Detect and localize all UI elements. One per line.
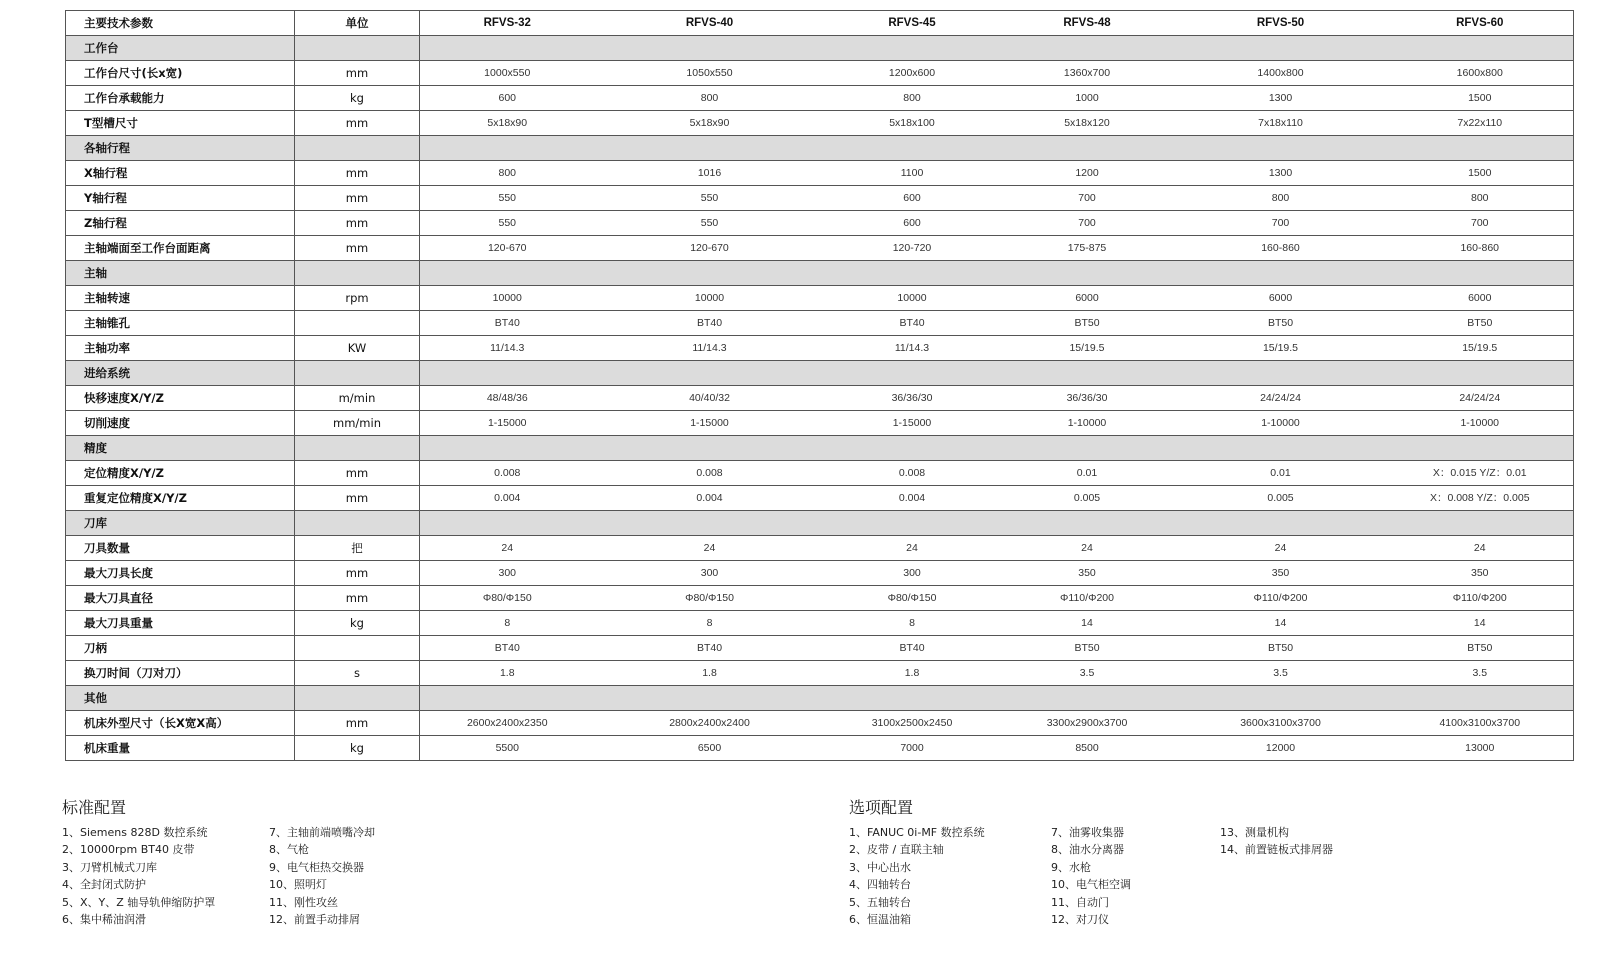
param-value: 700 <box>1387 211 1574 236</box>
param-value: 36/36/30 <box>1000 386 1175 411</box>
param-value: 600 <box>825 211 1000 236</box>
optional-config-list <box>849 824 1051 928</box>
param-value: 3600x3100x3700 <box>1175 711 1387 736</box>
param-name: 换刀时间（刀对刀） <box>66 661 295 686</box>
param-value: 350 <box>1175 561 1387 586</box>
param-value: 0.01 <box>1175 461 1387 486</box>
param-value: 0.005 <box>1000 486 1175 511</box>
param-value: 11/14.3 <box>595 336 825 361</box>
section-row <box>66 36 1574 61</box>
config-item: 10、照明灯 <box>269 878 327 892</box>
param-value: 600 <box>825 186 1000 211</box>
param-value: 1500 <box>1387 161 1574 186</box>
param-value: 8 <box>420 611 595 636</box>
standard-config-list <box>269 824 375 928</box>
param-value: 1-10000 <box>1387 411 1574 436</box>
section-row <box>66 511 1574 536</box>
param-value: 5x18x100 <box>825 111 1000 136</box>
param-value: 350 <box>1000 561 1175 586</box>
section-fill-cell <box>420 36 1574 61</box>
param-name: 最大刀具长度 <box>66 561 295 586</box>
config-item: 13、测量机构 <box>1220 826 1289 839</box>
param-value: 550 <box>595 211 825 236</box>
param-value: 8 <box>595 611 825 636</box>
param-value: BT40 <box>825 636 1000 661</box>
param-value: Φ80/Φ150 <box>595 586 825 611</box>
param-value: 3.5 <box>1000 661 1175 686</box>
param-name: Y轴行程 <box>66 186 295 211</box>
param-value: 0.004 <box>420 486 595 511</box>
config-item: 4、全封闭式防护 <box>62 878 146 892</box>
header-model: RFVS-50 <box>1175 11 1387 36</box>
header-model: RFVS-60 <box>1387 11 1574 36</box>
section-unit-cell <box>295 361 420 386</box>
standard-config <box>62 795 375 928</box>
param-value: 0.008 <box>825 461 1000 486</box>
config-item: 6、集中稀油润滑 <box>62 913 146 927</box>
config-item: 1、FANUC 0i-MF 数控系统 <box>849 826 985 839</box>
param-value: X：0.008 Y/Z：0.005 <box>1387 486 1574 511</box>
section-title: 刀库 <box>66 511 295 536</box>
param-value: 5x18x90 <box>595 111 825 136</box>
config-item: 12、对刀仪 <box>1051 913 1109 927</box>
param-value: 1050x550 <box>595 61 825 86</box>
standard-config-title: 标准配置 <box>62 798 127 817</box>
param-value: 1-15000 <box>595 411 825 436</box>
param-name: Z轴行程 <box>66 211 295 236</box>
param-value: 5x18x120 <box>1000 111 1175 136</box>
section-row <box>66 436 1574 461</box>
param-value: 0.008 <box>595 461 825 486</box>
table-row <box>66 111 1574 136</box>
header-model: RFVS-32 <box>420 11 595 36</box>
standard-config-list <box>62 824 269 928</box>
param-value: 800 <box>595 86 825 111</box>
param-name: 最大刀具重量 <box>66 611 295 636</box>
table-row <box>66 586 1574 611</box>
param-value: 700 <box>1000 186 1175 211</box>
param-name: 机床重量 <box>66 736 295 761</box>
param-value: BT50 <box>1175 636 1387 661</box>
section-title: 主轴 <box>66 261 295 286</box>
config-item: 11、刚性攻丝 <box>269 895 338 909</box>
spec-table <box>65 10 1574 761</box>
param-value: 160-860 <box>1387 236 1574 261</box>
section-unit-cell <box>295 511 420 536</box>
param-value: 1-15000 <box>825 411 1000 436</box>
table-row <box>66 311 1574 336</box>
param-value: 1-15000 <box>420 411 595 436</box>
param-value: 120-720 <box>825 236 1000 261</box>
param-unit: kg <box>295 86 420 111</box>
optional-config <box>849 795 1333 928</box>
param-value: 11/14.3 <box>420 336 595 361</box>
param-value: BT40 <box>595 311 825 336</box>
section-title: 工作台 <box>66 36 295 61</box>
optional-config-list <box>1051 824 1220 928</box>
param-value: 6000 <box>1000 286 1175 311</box>
param-value: 7000 <box>825 736 1000 761</box>
param-name: 切削速度 <box>66 411 295 436</box>
param-value: 24/24/24 <box>1387 386 1574 411</box>
param-name: 工作台尺寸(长x宽) <box>66 61 295 86</box>
table-row <box>66 611 1574 636</box>
param-value: BT50 <box>1175 311 1387 336</box>
param-name: 刀具数量 <box>66 536 295 561</box>
table-row <box>66 386 1574 411</box>
param-value: 1016 <box>595 161 825 186</box>
param-name: T型槽尺寸 <box>66 111 295 136</box>
param-unit <box>295 311 420 336</box>
param-unit <box>295 636 420 661</box>
param-value: 6000 <box>1175 286 1387 311</box>
param-value: 0.004 <box>595 486 825 511</box>
section-unit-cell <box>295 261 420 286</box>
param-value: 1100 <box>825 161 1000 186</box>
param-value: BT40 <box>420 636 595 661</box>
param-value: 1000x550 <box>420 61 595 86</box>
section-fill-cell <box>420 511 1574 536</box>
param-unit: kg <box>295 736 420 761</box>
param-unit: mm/min <box>295 411 420 436</box>
param-value: Φ110/Φ200 <box>1000 586 1175 611</box>
param-value: 24 <box>825 536 1000 561</box>
optional-config-title: 选项配置 <box>849 798 914 817</box>
section-unit-cell <box>295 436 420 461</box>
param-name: 机床外型尺寸（长X宽X高） <box>66 711 295 736</box>
param-value: 800 <box>825 86 1000 111</box>
param-unit: mm <box>295 561 420 586</box>
table-row <box>66 486 1574 511</box>
section-fill-cell <box>420 361 1574 386</box>
param-value: 1200x600 <box>825 61 1000 86</box>
param-value: BT50 <box>1000 311 1175 336</box>
param-value: 550 <box>420 186 595 211</box>
param-name: 定位精度X/Y/Z <box>66 461 295 486</box>
param-value: 11/14.3 <box>825 336 1000 361</box>
config-item: 14、前置链板式排屑器 <box>1220 843 1333 857</box>
param-value: 24/24/24 <box>1175 386 1387 411</box>
config-item: 2、皮带 / 直联主轴 <box>849 843 944 857</box>
config-item: 9、水枪 <box>1051 860 1091 874</box>
param-value: 3.5 <box>1175 661 1387 686</box>
table-row <box>66 161 1574 186</box>
section-title: 精度 <box>66 436 295 461</box>
table-row <box>66 561 1574 586</box>
section-unit-cell <box>295 136 420 161</box>
param-name: X轴行程 <box>66 161 295 186</box>
table-row <box>66 636 1574 661</box>
param-value: 1000 <box>1000 86 1175 111</box>
param-unit: mm <box>295 236 420 261</box>
config-item: 7、油雾收集器 <box>1051 826 1124 839</box>
param-name: 工作台承载能力 <box>66 86 295 111</box>
param-value: 1400x800 <box>1175 61 1387 86</box>
param-value: BT40 <box>595 636 825 661</box>
param-value: 8500 <box>1000 736 1175 761</box>
section-fill-cell <box>420 436 1574 461</box>
table-row <box>66 211 1574 236</box>
config-item: 9、电气柜热交换器 <box>269 860 364 874</box>
config-item: 10、电气柜空调 <box>1051 878 1131 892</box>
param-value: 3300x2900x3700 <box>1000 711 1175 736</box>
param-unit: mm <box>295 711 420 736</box>
param-unit: mm <box>295 211 420 236</box>
config-item: 3、刀臂机械式刀库 <box>62 860 157 874</box>
table-row <box>66 536 1574 561</box>
param-value: 700 <box>1000 211 1175 236</box>
param-value: BT50 <box>1387 636 1574 661</box>
param-value: 800 <box>420 161 595 186</box>
config-item: 5、X、Y、Z 轴导轨伸缩防护罩 <box>62 895 216 909</box>
param-unit: mm <box>295 461 420 486</box>
param-value: BT50 <box>1000 636 1175 661</box>
param-unit: mm <box>295 111 420 136</box>
param-value: BT40 <box>420 311 595 336</box>
param-value: 15/19.5 <box>1000 336 1175 361</box>
param-value: BT50 <box>1387 311 1574 336</box>
param-value: 1-10000 <box>1000 411 1175 436</box>
param-value: 14 <box>1387 611 1574 636</box>
param-value: 0.01 <box>1000 461 1175 486</box>
header-param: 主要技术参数 <box>66 11 295 36</box>
param-unit: 把 <box>295 536 420 561</box>
param-value: 1.8 <box>595 661 825 686</box>
table-header-row <box>66 11 1574 36</box>
section-row <box>66 261 1574 286</box>
param-unit: KW <box>295 336 420 361</box>
config-item: 12、前置手动排屑 <box>269 913 360 927</box>
param-value: 3100x2500x2450 <box>825 711 1000 736</box>
param-value: 800 <box>1175 186 1387 211</box>
header-unit: 单位 <box>295 11 420 36</box>
param-unit: mm <box>295 586 420 611</box>
param-unit: m/min <box>295 386 420 411</box>
param-value: 48/48/36 <box>420 386 595 411</box>
param-value: 5500 <box>420 736 595 761</box>
param-value: 120-670 <box>595 236 825 261</box>
param-value: 5x18x90 <box>420 111 595 136</box>
param-unit: rpm <box>295 286 420 311</box>
param-value: 175-875 <box>1000 236 1175 261</box>
param-value: 2800x2400x2400 <box>595 711 825 736</box>
param-value: 1-10000 <box>1175 411 1387 436</box>
param-value: 12000 <box>1175 736 1387 761</box>
param-value: 700 <box>1175 211 1387 236</box>
param-value: 1500 <box>1387 86 1574 111</box>
param-name: 主轴转速 <box>66 286 295 311</box>
param-value: 13000 <box>1387 736 1574 761</box>
table-row <box>66 86 1574 111</box>
table-row <box>66 186 1574 211</box>
section-fill-cell <box>420 136 1574 161</box>
param-value: Φ110/Φ200 <box>1387 586 1574 611</box>
param-value: 10000 <box>595 286 825 311</box>
param-value: X：0.015 Y/Z：0.01 <box>1387 461 1574 486</box>
param-value: 24 <box>595 536 825 561</box>
section-row <box>66 686 1574 711</box>
param-value: 1300 <box>1175 161 1387 186</box>
table-row <box>66 286 1574 311</box>
config-item: 8、油水分离器 <box>1051 843 1124 857</box>
param-name: 刀柄 <box>66 636 295 661</box>
param-unit: mm <box>295 486 420 511</box>
param-unit: s <box>295 661 420 686</box>
param-unit: kg <box>295 611 420 636</box>
param-name: 主轴功率 <box>66 336 295 361</box>
param-value: 550 <box>595 186 825 211</box>
param-value: 10000 <box>420 286 595 311</box>
param-unit: mm <box>295 61 420 86</box>
param-value: 0.008 <box>420 461 595 486</box>
param-value: Φ80/Φ150 <box>825 586 1000 611</box>
param-unit: mm <box>295 186 420 211</box>
param-value: 4100x3100x3700 <box>1387 711 1574 736</box>
param-name: 最大刀具直径 <box>66 586 295 611</box>
param-value: 24 <box>1000 536 1175 561</box>
param-name: 主轴端面至工作台面距离 <box>66 236 295 261</box>
param-value: 24 <box>1175 536 1387 561</box>
param-value: 120-670 <box>420 236 595 261</box>
config-item: 5、五轴转台 <box>849 895 911 909</box>
param-value: 800 <box>1387 186 1574 211</box>
param-unit: mm <box>295 161 420 186</box>
param-value: 7x22x110 <box>1387 111 1574 136</box>
table-row <box>66 736 1574 761</box>
param-value: 14 <box>1000 611 1175 636</box>
param-value: 36/36/30 <box>825 386 1000 411</box>
param-value: 0.005 <box>1175 486 1387 511</box>
table-row <box>66 411 1574 436</box>
config-item: 6、恒温油箱 <box>849 913 911 927</box>
param-value: 24 <box>1387 536 1574 561</box>
table-row <box>66 336 1574 361</box>
param-value: 3.5 <box>1387 661 1574 686</box>
param-value: 600 <box>420 86 595 111</box>
param-value: 10000 <box>825 286 1000 311</box>
param-value: Φ110/Φ200 <box>1175 586 1387 611</box>
param-value: 8 <box>825 611 1000 636</box>
param-value: 0.004 <box>825 486 1000 511</box>
optional-config-list <box>1220 824 1333 928</box>
param-value: 1600x800 <box>1387 61 1574 86</box>
param-value: 160-860 <box>1175 236 1387 261</box>
section-row <box>66 136 1574 161</box>
param-value: 14 <box>1175 611 1387 636</box>
section-unit-cell <box>295 36 420 61</box>
param-value: 1360x700 <box>1000 61 1175 86</box>
config-item: 1、Siemens 828D 数控系统 <box>62 826 208 839</box>
param-value: 6000 <box>1387 286 1574 311</box>
param-value: 550 <box>420 211 595 236</box>
table-row <box>66 236 1574 261</box>
param-value: 6500 <box>595 736 825 761</box>
section-fill-cell <box>420 686 1574 711</box>
config-item: 7、主轴前端喷嘴冷却 <box>269 826 375 839</box>
spec-body <box>66 36 1574 761</box>
param-value: 300 <box>420 561 595 586</box>
param-value: 1300 <box>1175 86 1387 111</box>
table-row <box>66 61 1574 86</box>
param-name: 主轴锥孔 <box>66 311 295 336</box>
table-row <box>66 661 1574 686</box>
section-title: 其他 <box>66 686 295 711</box>
param-value: Φ80/Φ150 <box>420 586 595 611</box>
param-value: 15/19.5 <box>1175 336 1387 361</box>
table-row <box>66 461 1574 486</box>
config-item: 3、中心出水 <box>849 860 911 874</box>
param-value: 40/40/32 <box>595 386 825 411</box>
param-name: 快移速度X/Y/Z <box>66 386 295 411</box>
section-title: 各轴行程 <box>66 136 295 161</box>
config-item: 8、气枪 <box>269 843 309 857</box>
param-value: 15/19.5 <box>1387 336 1574 361</box>
param-value: 300 <box>825 561 1000 586</box>
param-value: 24 <box>420 536 595 561</box>
param-value: 1.8 <box>825 661 1000 686</box>
section-row <box>66 361 1574 386</box>
config-item: 4、四轴转台 <box>849 878 911 892</box>
param-name: 重复定位精度X/Y/Z <box>66 486 295 511</box>
header-model: RFVS-45 <box>825 11 1000 36</box>
param-value: 2600x2400x2350 <box>420 711 595 736</box>
header-model: RFVS-40 <box>595 11 825 36</box>
param-value: 1.8 <box>420 661 595 686</box>
section-title: 进给系统 <box>66 361 295 386</box>
param-value: 300 <box>595 561 825 586</box>
config-item: 2、10000rpm BT40 皮带 <box>62 843 195 857</box>
section-unit-cell <box>295 686 420 711</box>
param-value: 350 <box>1387 561 1574 586</box>
header-model: RFVS-48 <box>1000 11 1175 36</box>
table-row <box>66 711 1574 736</box>
section-fill-cell <box>420 261 1574 286</box>
config-item: 11、自动门 <box>1051 895 1109 909</box>
param-value: 1200 <box>1000 161 1175 186</box>
param-value: 7x18x110 <box>1175 111 1387 136</box>
param-value: BT40 <box>825 311 1000 336</box>
